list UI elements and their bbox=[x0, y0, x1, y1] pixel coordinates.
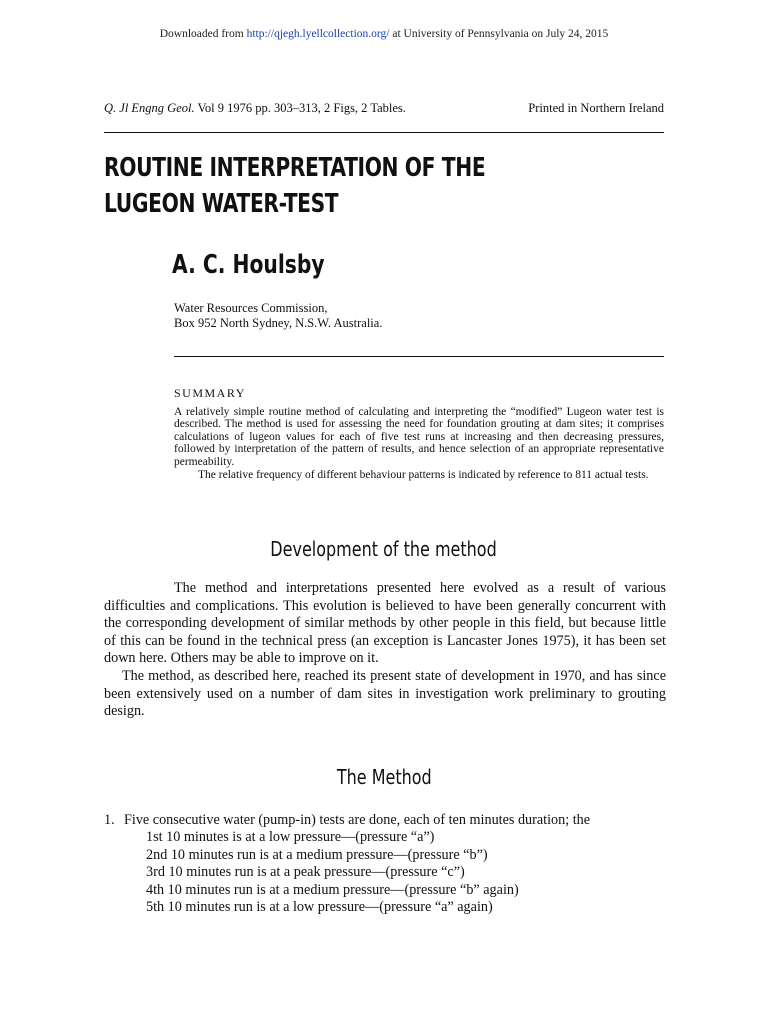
journal-citation bbox=[104, 101, 406, 116]
test-run-line: 2nd 10 minutes run is at a medium pressure—(pressure “b”) bbox=[146, 846, 488, 863]
list-item bbox=[104, 812, 666, 829]
affiliation-divider bbox=[174, 356, 664, 357]
summary-paragraph: A relatively simple routine method of calculating and interpreting the “modified” Lugeon water test is described. The method is used for assessing the need for foundation grouting at dam sites; it comprises calculations of lugeon values for each of five test runs at increasing and then decreasing pressures, followed by interpretation of the pattern of results, and hence selection of an appropriate representative permeability. bbox=[174, 405, 664, 468]
author-name: A. C. Houlsby bbox=[172, 250, 325, 280]
list-item-text: Five consecutive water (pump-in) tests are done, each of ten minutes duration; the bbox=[124, 812, 591, 828]
method-section-heading bbox=[0, 764, 768, 790]
download-notice-prefix: Downloaded from bbox=[159, 28, 247, 40]
summary-section bbox=[174, 387, 664, 481]
author-affiliation bbox=[174, 301, 382, 331]
journal-abbreviation: Q. Jl Engng Geol. bbox=[104, 101, 195, 115]
development-section-heading bbox=[0, 536, 768, 562]
download-notice-suffix: at University of Pennsylvania on July 24, 2015 bbox=[389, 28, 609, 40]
test-run-line: 5th 10 minutes run is at a low pressure—(pressure “a” again) bbox=[146, 899, 493, 916]
download-notice-url-link[interactable]: http://qjegh.lyellcollection.org/ bbox=[246, 28, 390, 40]
summary-paragraph: The relative frequency of different behaviour patterns is indicated by reference to 811 actual tests. bbox=[198, 468, 649, 481]
development-section-body bbox=[104, 580, 666, 721]
title-line-1: ROUTINE INTERPRETATION OF THE bbox=[104, 153, 486, 183]
test-run-line: 4th 10 minutes run is at a medium pressure—(pressure “b” again) bbox=[146, 881, 519, 898]
test-run-line: 1st 10 minutes is at a low pressure—(pressure “a”) bbox=[146, 829, 435, 846]
method-heading-text: The Method bbox=[336, 765, 432, 789]
citation-details: Vol 9 1976 pp. 303–313, 2 Figs, 2 Tables. bbox=[194, 101, 406, 115]
download-notice bbox=[0, 28, 768, 40]
affiliation-line-1: Water Resources Commission, bbox=[174, 301, 328, 315]
affiliation-line-2: Box 952 North Sydney, N.S.W. Australia. bbox=[174, 316, 383, 330]
list-item-number: 1. bbox=[104, 812, 115, 828]
summary-heading: SUMMARY bbox=[174, 386, 246, 400]
printed-in-notice: Printed in Northern Ireland bbox=[528, 101, 664, 115]
article-title bbox=[104, 150, 541, 222]
test-run-line: 3rd 10 minutes run is at a peak pressure—(pressure “c”) bbox=[146, 864, 465, 881]
body-paragraph: The method and interpretations presented here evolved as a result of various difficulties and complications. This evolution is believed to have been generally concurrent with the corresponding development of similar methods by other people in this field, but because little of this can be found in the technical press (an exception is Lancaster Jones 1975), it has been set down here. Others may be able to improve on it. bbox=[104, 580, 666, 667]
title-line-2: LUGEON WATER-TEST bbox=[104, 189, 339, 219]
header-divider bbox=[104, 132, 664, 133]
development-heading-text: Development of the method bbox=[270, 537, 498, 561]
body-paragraph: The method, as described here, reached its present state of development in 1970, and has since been extensively used on a number of dam sites in investigation work preliminary to grouting design. bbox=[104, 667, 666, 720]
method-list bbox=[104, 812, 666, 916]
